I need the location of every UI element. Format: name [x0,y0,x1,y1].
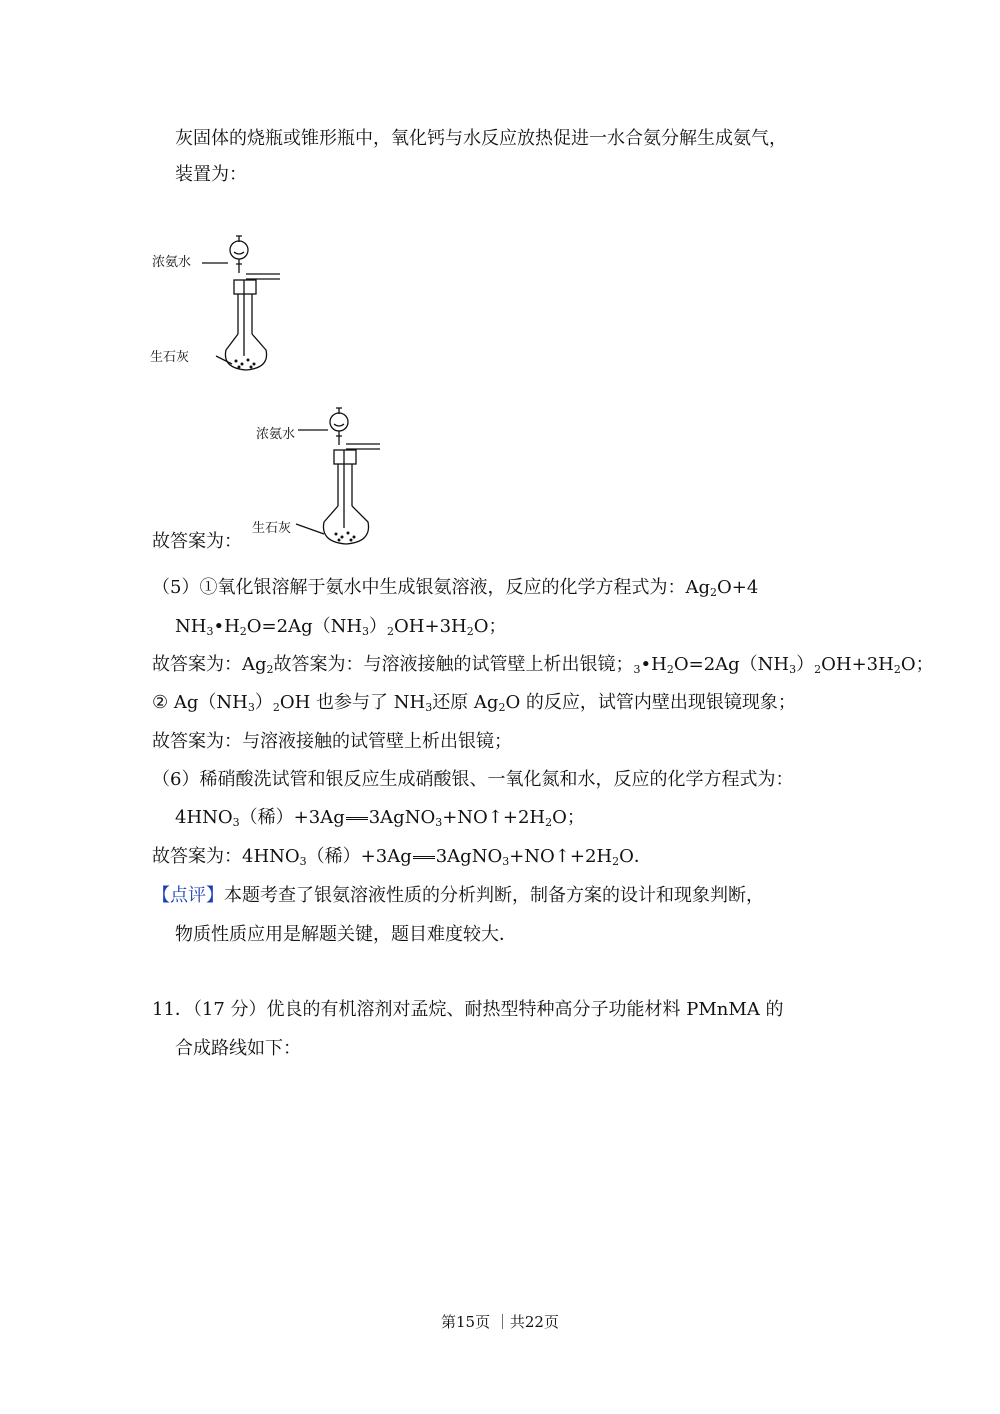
apparatus-label-ammonia: 浓氨水 [152,255,192,270]
apparatus-label-ammonia: 浓氨水 [256,427,296,442]
text-line: 灰固体的烧瓶或锥形瓶中，氧化钙与水反应放热促进一水合氨分解生成氨气， [175,128,787,149]
comment-tag: 【点评】 [152,885,224,906]
equal-sign [346,817,368,820]
text-line: （5）①氧化银溶解于氨水中生成银氨溶液，反应的化学方程式为：$Ag_2O+4$ [152,577,759,599]
apparatus-label-lime: 生石灰 [150,350,190,365]
flask-diagram [254,400,404,560]
page-footer: 第15页 ｜共22页 [441,1313,559,1331]
answer-label: 故答案为： [152,531,242,552]
answer-line: 故答案为：$Ag_2$故答案为：与溶液接触的试管壁上析出银镜；$_3•H_2O=2Ag(NH_3)_2OH+3H_2O$； [152,654,934,676]
text-line: 装置为： [175,164,247,185]
answer-line: 故答案为：与溶液接触的试管壁上析出银镜； [152,731,512,752]
equation-line: $NH_3•H_2O=2Ag(NH_3)_2OH+3H_2O$； [175,616,507,638]
equation-line: $4HNO_3$（稀）+3Ag $3AgNO_3+NO↑+2H_2O$； [175,807,585,829]
comment-line: 物质性质应用是解题关键，题目难度较大． [175,924,517,945]
flask-diagram [150,228,300,388]
question-11: 11．（17 分）优良的有机溶剂对孟烷、耐热型特种高分子功能材料 PMnMA 的 [152,999,784,1020]
apparatus-label-lime: 生石灰 [252,521,292,536]
answer-line: 故答案为：$4HNO_3$（稀）+3Ag $3AgNO_3+NO↑+2H_2O$． [152,846,652,868]
equal-sign [413,856,435,859]
text-line: （6）稀硝酸洗试管和银反应生成硝酸银、一氧化氮和水，反应的化学方程式为： [152,769,794,790]
text-line: 合成路线如下： [175,1038,301,1059]
comment-line: 【点评】本题考查了银氨溶液性质的分析判断，制备方案的设计和现象判断， [152,885,764,906]
text-line: ② $Ag(NH_3)_2OH$ 也参与了 $NH_3$还原 $Ag_2O$ 的反应，试管内壁出现银镜现象； [152,692,796,714]
